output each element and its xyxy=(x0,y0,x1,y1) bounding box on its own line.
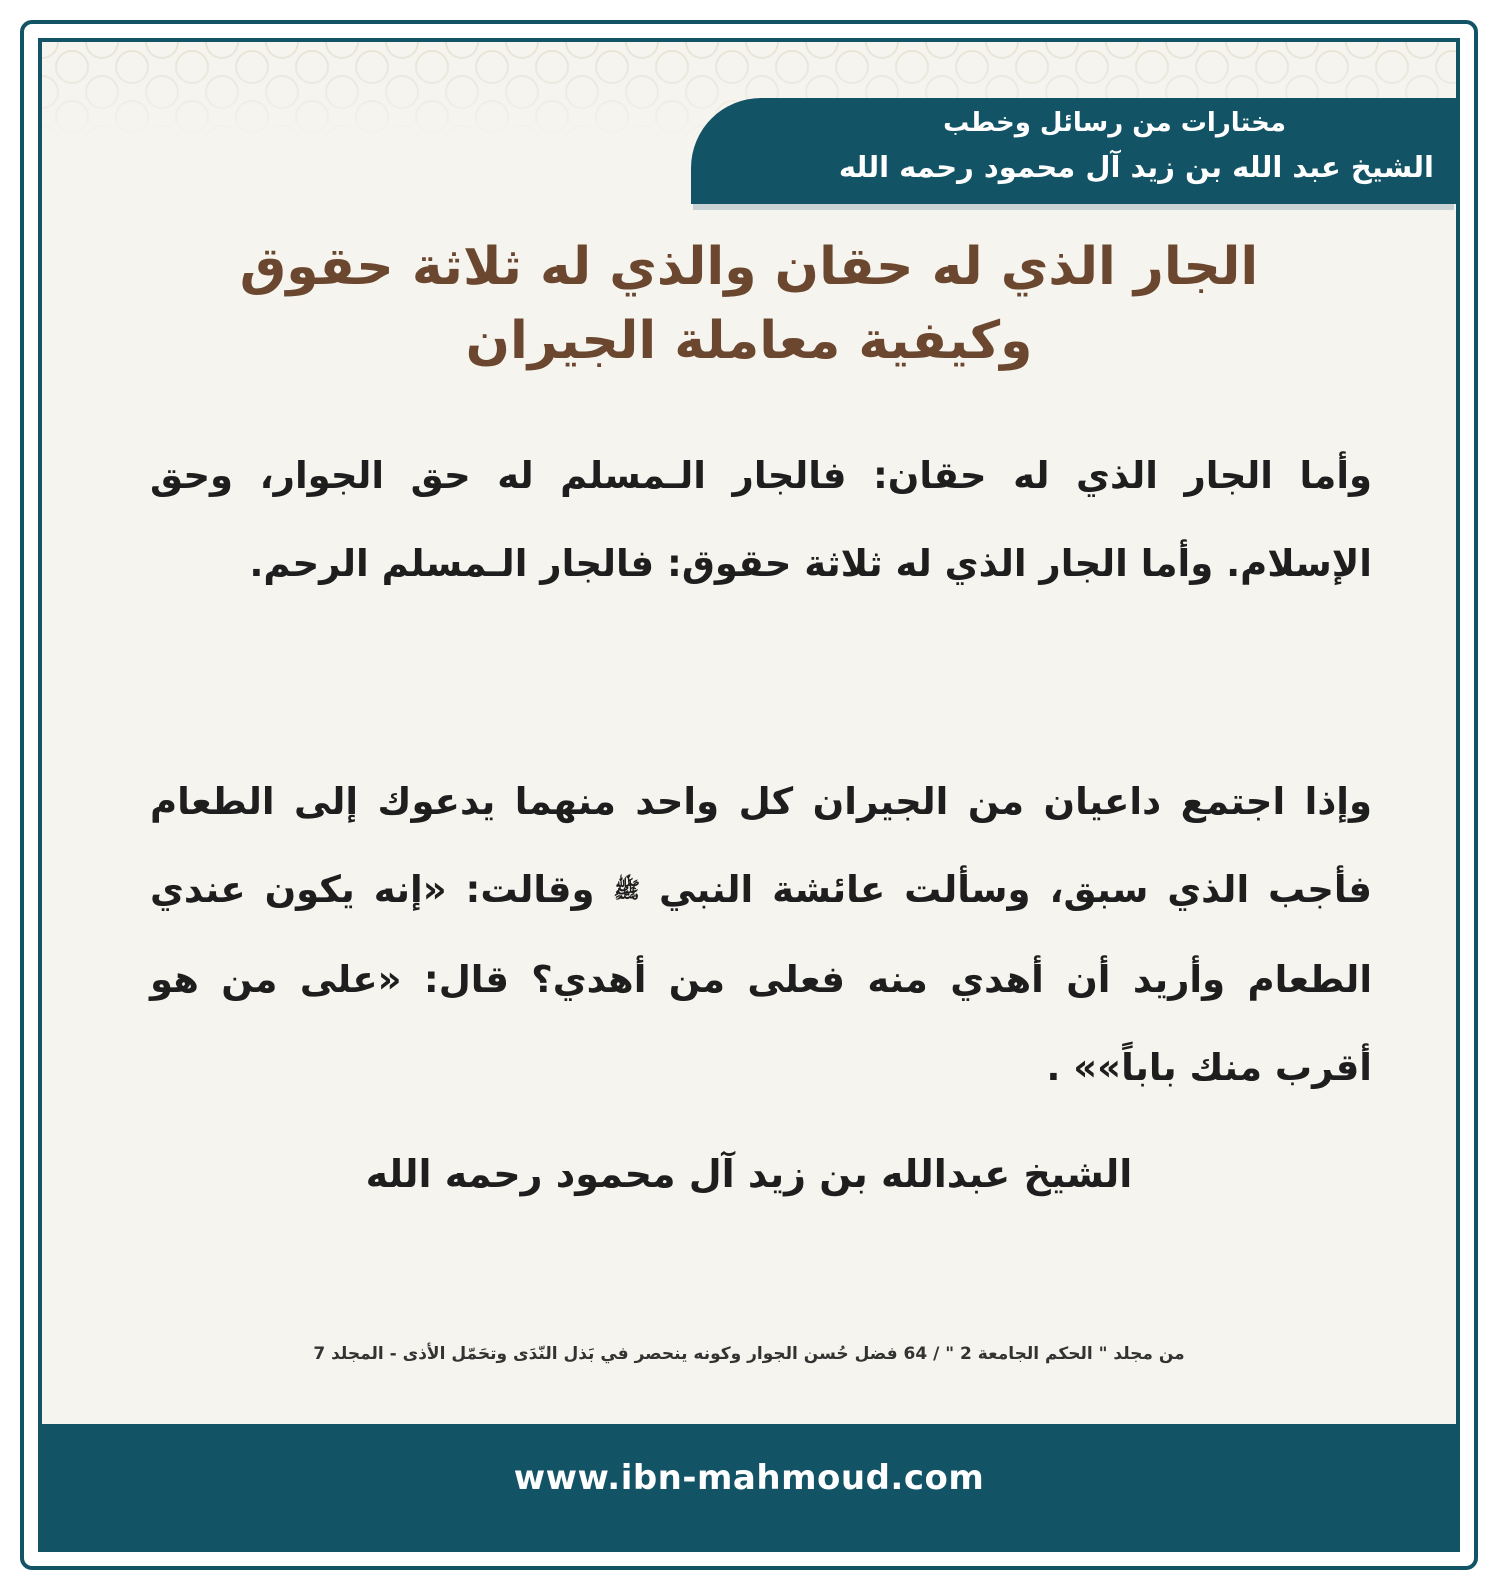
paragraph-2 xyxy=(150,758,1372,1112)
paragraph-2-part-1: وإذا اجتمع داعيان من الجيران كل واحد منهما يدعوك إلى الطعام فأجب الذي سبق، وسألت عائشة النبي xyxy=(150,780,1372,911)
footer-bar xyxy=(42,1424,1456,1548)
card xyxy=(38,38,1460,1552)
paragraph-2-part-2: وقالت: «إنه يكون عندي الطعام وأريد أن أهدي منه فعلى من أهدي؟ قال: «على من هو أقرب منك باباً»» . xyxy=(150,868,1372,1089)
website-link[interactable]: www.ibn-mahmoud.com xyxy=(513,1458,985,1498)
header-banner xyxy=(691,98,1456,204)
signature: الشيخ عبدالله بن زيد آل محمود رحمه الله xyxy=(365,1152,1133,1196)
title-line-1: الجار الذي له حقان والذي له ثلاثة حقوق xyxy=(239,237,1259,297)
paragraph-1: وأما الجار الذي له حقان: فالجار الـمسلم له حق الجوار، وحق الإسلام. وأما الجار الذي له ثلاثة حقوق: فالجار الـمسلم الرحم. xyxy=(150,454,1372,585)
page-title xyxy=(142,230,1356,378)
title-line-2: وكيفية معاملة الجيران xyxy=(465,311,1033,371)
source-citation: من مجلد " الحكم الجامعة 2 " / 64 فضل حُسن الجوار وكونه ينحصر في بَذل النّدَى وتحَمّل الأذى - المجلد 7 xyxy=(313,1344,1185,1364)
header-author: الشيخ عبد الله بن زيد آل محمود رحمه الله xyxy=(838,150,1434,184)
header-series-title: مختارات من رسائل وخطب xyxy=(943,108,1286,138)
salla-symbol: ﷺ xyxy=(613,878,641,904)
